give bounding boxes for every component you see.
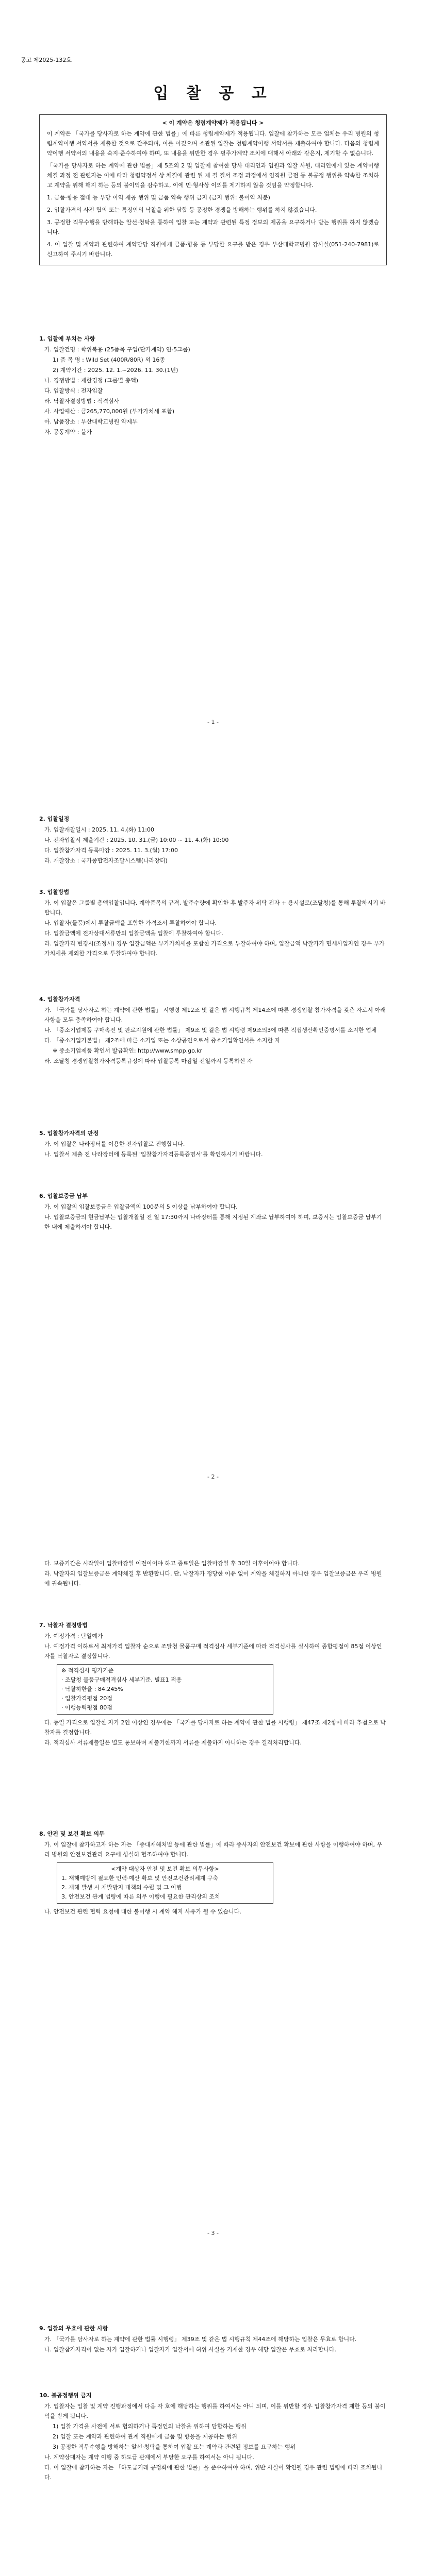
- section-item: 가. 입찰자는 입찰 및 계약 진행과정에서 다음 각 호에 해당하는 행위를 하여서는 아니 되며, 이를 위반할 경우 입찰참가자격 제한 등의 불이익을 받게 됩니다.: [44, 2403, 386, 2419]
- section-heading: 9. 입찰의 무효에 관한 사항: [39, 2325, 108, 2332]
- section-item: 가. 입찰개찰일시 : 2025. 11. 4.(화) 11:00: [44, 826, 154, 833]
- section-item: 다. 보증기간은 시작일이 입찰마감일 이전이어야 하고 종료일은 입찰마감일 후 30일 이후이어야 합니다.: [44, 1560, 300, 1567]
- section-item: 다. 입찰금액에 전자상대서류만의 입찰금액을 입찰에 투찰하여야 합니다.: [44, 930, 223, 937]
- section-heading: 7. 낙찰자 결정방법: [39, 1622, 88, 1629]
- notice-paragraph: 4. 이 입찰 및 계약과 관련하여 계약담당 직원에게 금품·향응 등 부당한 요구를 받은 경우 부산대학교병원 감사실(051-240-7981)로 신고하여 주시기 바랍니다.: [47, 241, 379, 258]
- page-number: - 3 -: [207, 2230, 219, 2236]
- section-item: 나. 입찰참가자격이 없는 자가 입찰하거나 입찰자가 입찰서에 허위 사실을 기재한 경우 해당 입찰은 무효로 처리합니다.: [44, 2346, 336, 2353]
- section-item: 가. 「국가를 당사자로 하는 계약에 관한 법률」 시행령 제12조 및 같은 법 시행규칙 제14조에 따른 경쟁입찰 참가자격을 갖춘 자로서 아래 사항을 모두 충족하여야 합니다.: [44, 1007, 386, 1023]
- section-item: 나. 전자입찰서 제출기간 : 2025. 10. 31.(금) 10:00 ~ 11. 4.(화) 10:00: [44, 837, 229, 843]
- section-item: 나. 계약상대자는 계약 이행 중 하도급 관계에서 부당한 요구를 하여서는 아니 됩니다.: [44, 2454, 254, 2461]
- section-item: 나. 경쟁방법 : 제한경쟁 (그룹별 총액): [44, 377, 139, 384]
- section-item: 가. 입찰건명 : 학위복용 (25품목 구입(단가계약) 연-5그룹): [44, 346, 190, 353]
- section-item: 1) 입찰 가격을 사전에 서로 협의하거나 특정인의 낙찰을 위하여 담합하는 행위: [53, 2423, 247, 2430]
- section-item: 라. 낙찰자의 입찰보증금은 계약체결 후 반환합니다. 단, 낙찰자가 정당한 이유 없이 계약을 체결하지 아니한 경우 입찰보증금은 우리 병원에 귀속됩니다.: [44, 1570, 382, 1587]
- document-page-3: [0, 1510, 426, 2262]
- section-item: 가. 이 입찰은 그룹별 총액입찰입니다. 계약품목의 규격, 발주수량에 확인한 후 발주자·위탁 전자 + 용시설로(조달청)를 통해 투찰하시기 바랍니다.: [44, 900, 386, 916]
- section-item: 라. 조달청 경쟁입찰참가자격등록규정에 따라 입찰등록 마감일 전일까지 등록하신 자: [44, 1058, 253, 1064]
- section-item: 3) 공정한 직무수행을 방해하는 알선·청탁을 통하여 입찰 또는 계약과 관련된 정보를 요구하는 행위: [53, 2444, 296, 2450]
- section-6-continued: [39, 1558, 387, 1589]
- document-page-2: [0, 752, 426, 1510]
- section-item: 라. 낙찰자결정방법 : 적격심사: [44, 398, 120, 404]
- section-item: 가. 「국가를 당사자로 하는 계약에 관한 법률 시행령」 제39조 및 같은 법 시행규칙 제44조에 해당하는 입찰은 무효로 합니다.: [44, 2336, 357, 2343]
- section-item: 나. 입찰자(물품)에서 투찰금액을 포함한 가격조서 투찰하여야 합니다.: [44, 920, 217, 926]
- page-number: - 1 -: [207, 719, 219, 725]
- section-item: 다. 이 입찰에 참가하는 자는 「하도급거래 공정화에 관한 법률」을 준수하여야 하며, 위반 사실이 확인될 경우 관련 법령에 따라 조치됩니다.: [44, 2464, 383, 2481]
- table-row: · 이행능력평점 80점: [61, 1704, 112, 1711]
- section-heading: 6. 입찰보증금 납부: [39, 1193, 88, 1199]
- section-item: 가. 이 입찰은 나라장터를 이용한 전자입찰로 진행합니다.: [44, 1141, 185, 1147]
- section-heading: 10. 불공정행위 금지: [39, 2392, 92, 2399]
- section-3: [39, 887, 387, 959]
- section-6: [39, 1191, 387, 1232]
- section-5: [39, 1128, 387, 1160]
- section-heading: 5. 입찰참가자격의 판정: [39, 1130, 99, 1137]
- section-item: 사. 사업예산 : 금265,770,000원 (부가가치세 포함): [44, 408, 175, 415]
- section-heading: 4. 입찰참가자격: [39, 996, 80, 1003]
- section-heading: 1. 입찰에 부치는 사항: [39, 335, 95, 342]
- document-page-1: [0, 0, 426, 752]
- section-item: 다. 입찰방식 : 전자입찰: [44, 387, 103, 394]
- section-item: 1) 품 목 명 : Wild Set (400R/80R) 외 16종: [53, 357, 165, 363]
- section-item: 나. 입찰보증금의 현금납부는 입찰개찰일 전 일 17:30까지 나라장터를 통해 지정된 계좌로 납부하여야 하며, 보증서는 입찰보증금 납부기한 내에 제출하셔야 합니다.: [44, 1214, 382, 1230]
- document-page-4: [0, 2262, 426, 2576]
- table-row: <계약 대상자 안전 및 보건 확보 의무사항>: [111, 1866, 219, 1872]
- integrity-notice-box: [39, 114, 387, 265]
- table-row: · 입찰가격평점 20점: [61, 1695, 112, 1702]
- notice-paragraph: 이 계약은 「국가를 당사자로 하는 계약에 관한 법률」에 따른 청렴계약제가 적용됩니다. 입찰에 참가하는 모든 업체는 우리 병원의 청렴계약이행 서약서를 제출한 것으로 간주되며, 이를 어겼으며 소관된 입찰는 청렴계약이행 서약서를 제출하여야 합니다. 다음의 청렴계약이행 서약서의 내용을 숙지·준수하여야 하며, 또 내용을 위반한 경우 필주가계약 조치에 대해서 아래와 같은지, 제기할 수 없습니다.: [47, 130, 379, 157]
- table-row: 3. 안전보건 관계 법령에 따른 의무 이행에 필요한 관리상의 조치: [61, 1893, 220, 1900]
- section-heading: 2. 입찰일정: [39, 816, 70, 822]
- page-number: - 2 -: [207, 1473, 219, 1480]
- section-item: 라. 입찰가격 변경시(조정시) 경우 입찰금액은 부가가치세를 포함한 가격으로 투찰하여야 하며, 입찰금액 낙찰가가 면세사업자인 경우 부가가치세를 제외한 가격으로 투찰하여야 합니다.: [44, 940, 385, 957]
- table-row: ※ 적격심사 평가기준: [61, 1667, 114, 1674]
- document-number: 공고 제2025-132호: [21, 57, 72, 63]
- section-10: [39, 2391, 387, 2483]
- section-4: [39, 994, 387, 1066]
- section-item: 라. 적격심사 서류제출일은 별도 통보하며 제출기한까지 서류를 제출하지 아니하는 경우 결격처리합니다.: [44, 1739, 302, 1746]
- section-item: 라. 개찰장소 : 국가종합전자조달시스템(나라장터): [44, 857, 168, 864]
- section-item: 나. 「중소기업제품 구매촉진 및 판로지원에 관한 법률」 제9조 및 같은 법 시행령 제9조의3에 따른 직접생산확인증명서를 소지한 업체: [44, 1027, 377, 1033]
- integrity-notice-title: < 이 계약은 청렴계약제가 적용됩니다 >: [162, 120, 264, 126]
- section-item: 다. 「중소기업기본법」 제2조에 따른 소기업 또는 소상공인으로서 중소기업확인서를 소지한 자: [44, 1037, 281, 1044]
- section-item: 가. 예정가격 : 단일예가: [44, 1633, 103, 1639]
- notice-paragraph: 2. 입찰가격의 사전 협의 또는 특정인의 낙찰을 위한 담합 등 공정한 경쟁을 방해하는 행위를 하지 않겠습니다.: [47, 207, 317, 213]
- section-heading: 3. 입찰방법: [39, 889, 70, 895]
- evaluation-criteria-table: [57, 1664, 273, 1715]
- section-1: [39, 334, 387, 437]
- section-item: 2) 입찰 또는 계약과 관련하여 관계 직원에게 금품 및 향응을 제공하는 행위: [53, 2433, 237, 2440]
- section-item: ※ 중소기업제품 확인서 발급확인: http://www.smpp.go.kr: [53, 1047, 203, 1054]
- section-9: [39, 2324, 387, 2355]
- notice-paragraph: 「국가를 당사자로 하는 계약에 관한 법률」제 5조의 2 및 입찰에 참여한 당사 대리인과 임원과 입찰 사원, 대리인에게 있는 계약이행 체결 과정 전 관련자는 이에 따라 청렴약정서 상 체결에 관련 된 제 결 질서 조정 과정에서 임직원 금전 등 불공정 행위를 약속한 조치하고 계약을 위해 해지 하는 등의 불이익을 감수하고, 이에 민·형사상 이의를 제기하지 않을 것임을 약정합니다.: [47, 162, 379, 189]
- safety-obligation-table: [57, 1862, 273, 1904]
- table-row: 2. 재해 발생 시 재발방지 대책의 수립 및 그 이행: [61, 1884, 182, 1891]
- section-item: 가. 이 입찰의 입찰보증금은 입찰금액의 100분의 5 이상을 납부하여야 합니다.: [44, 1204, 238, 1210]
- section-item: 다. 입찰참가자격 등록마감 : 2025. 11. 3.(월) 17:00: [44, 847, 178, 854]
- table-row: 1. 재해예방에 필요한 인력·예산 확보 및 안전보건관리체계 구축: [61, 1875, 219, 1882]
- section-item: 다. 동일 가격으로 입찰한 자가 2인 이상인 경우에는 「국가를 당사자로 하는 계약에 관한 법률 시행령」 제47조 제2항에 따라 추첨으로 낙찰자를 결정합니다.: [44, 1719, 386, 1736]
- notice-paragraph: 1. 금품·향응 접대 등 부당 이익 제공 행위 및 금품 약속 행위 금지 (금지 행위: 불이익 처분): [47, 194, 270, 201]
- section-2: [39, 814, 387, 866]
- section-item: 자. 공동계약 : 불가: [44, 429, 92, 435]
- section-item: 나. 안전보건 관련 협력 요청에 대한 불이행 시 계약 해지 사유가 될 수 있습니다.: [44, 1908, 241, 1915]
- table-row: · 조달청 물품구매적격심사 세부기준, 별표1 적용: [61, 1676, 182, 1683]
- table-row: · 낙찰하한율 : 84.245%: [61, 1686, 123, 1692]
- section-item: 2) 계약기간 : 2025. 12. 1.~2026. 11. 30.(1년): [53, 367, 178, 374]
- section-item: 나. 예정가격 이하로서 최저가격 입찰자 순으로 조달청 물품구매 적격심사 세부기준에 따라 적격심사를 실시하여 종합평점이 85점 이상인 자를 낙찰자로 결정합니다.: [44, 1643, 382, 1659]
- page-title: 입 찰 공 고: [153, 84, 273, 103]
- section-item: 아. 납품장소 : 부산대학교병원 약제부: [44, 418, 138, 425]
- section-item: 가. 이 입찰에 참가하고자 하는 자는 「중대재해처벌 등에 관한 법률」에 따라 종사자의 안전보건 확보에 관한 사항을 이행하여야 하며, 우리 병원의 안전보건관리 요구에 성실히 협조하여야 합니다.: [44, 1841, 383, 1858]
- section-item: 나. 입찰서 제출 전 나라장터에 등록된 '입찰참가자격등록증명서'를 확인하시기 바랍니다.: [44, 1151, 263, 1158]
- notice-paragraph: 3. 공정한 직무수행을 방해하는 알선·청탁을 통하여 입찰 또는 계약과 관련된 특정 정보의 제공을 요구하거나 받는 행위를 하지 않겠습니다.: [47, 219, 379, 235]
- section-7: [39, 1620, 387, 1748]
- section-8: [39, 1829, 387, 1917]
- section-heading: 8. 안전 및 보건 확보 의무: [39, 1831, 105, 1837]
